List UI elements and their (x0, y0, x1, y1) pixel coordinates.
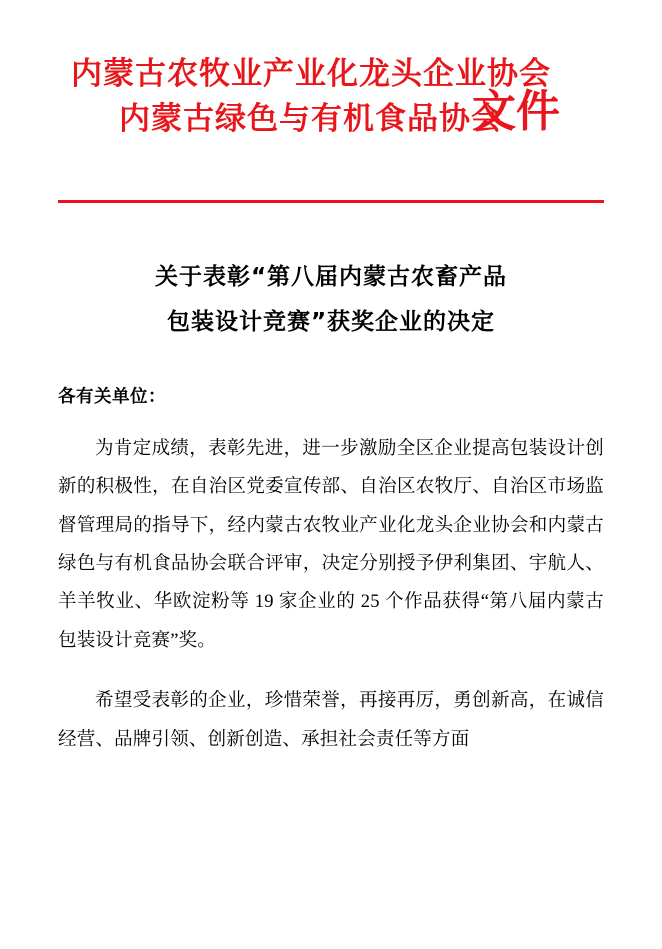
page-title-line-1: 关于表彰“第八届内蒙古农畜产品 (154, 263, 508, 290)
body-paragraph-1: 为肯定成绩，表彰先进，进一步激励全区企业提高包装设计创新的积极性，在自治区党委宣传部、自治区农牧厅、自治区市场监督管理局的指导下，经内蒙古农牧业产业化龙头企业协会和内蒙古绿色与有机食品协会联合评审，决定分别授予伊利集团、宇航人、羊羊牧业、华欧淀粉等 19 家企业的 25 个作品获得“第八届内蒙古包装设计竞赛”奖。 (58, 438, 604, 651)
masthead-document-word: 文件 (472, 86, 560, 137)
page-title-line-2: 包装设计竞赛”获奖企业的决定 (166, 308, 496, 335)
page-title (58, 255, 604, 345)
masthead-divider (58, 200, 604, 203)
body-paragraph-2: 希望受表彰的企业，珍惜荣誉，再接再厉，勇创新高，在诚信经营、品牌引领、创新创造、承担社会责任等方面 (58, 691, 604, 750)
salutation: 各有关单位： (58, 386, 166, 407)
masthead-line-2: 内蒙古绿色与有机食品协会 (119, 100, 503, 137)
masthead (58, 0, 604, 142)
masthead-line-1: 内蒙古农牧业产业化龙头企业协会 (71, 56, 551, 92)
